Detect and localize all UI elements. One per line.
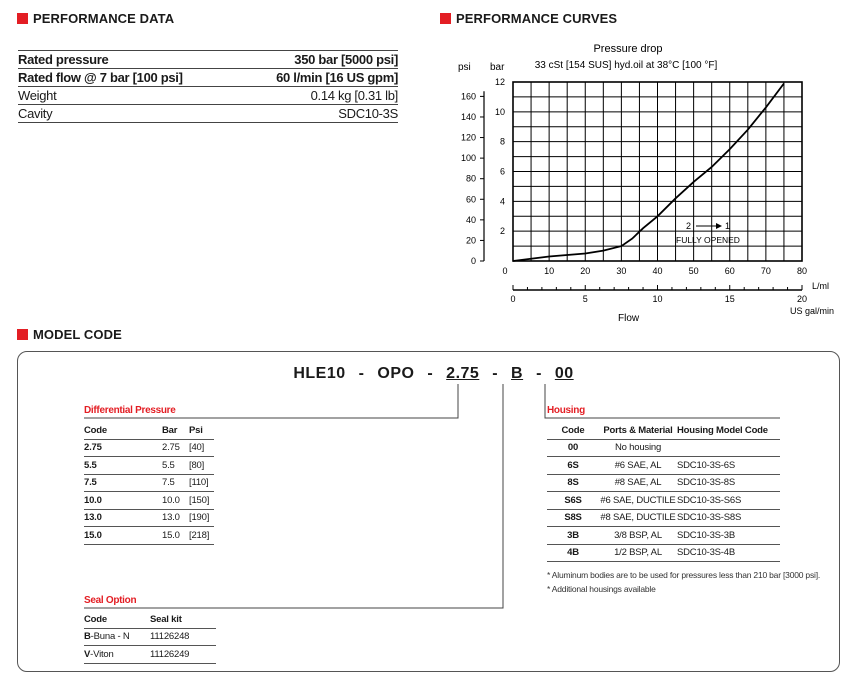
- table-row: S8S #8 SAE, DUCTILE SDC10-3S-S8S: [547, 509, 780, 527]
- table-row: 8S #8 SAE, AL SDC10-3S-8S: [547, 474, 780, 492]
- x-unit-lpm: L/ml: [812, 281, 830, 291]
- table-row: 7.5 7.5 [110]: [84, 474, 214, 492]
- tick-label-lpm: 40: [652, 266, 663, 276]
- tick-label-gpm: 10: [652, 294, 663, 304]
- tick-label-bar: 2: [499, 226, 505, 237]
- table-header-row: Code Bar Psi: [84, 422, 214, 439]
- tick-label-bar: 4: [499, 196, 505, 207]
- performance-curves-title: PERFORMANCE CURVES: [440, 11, 617, 26]
- housing-table: [547, 422, 780, 562]
- table-row: B-Buna - N 11126248: [84, 628, 216, 646]
- annotation-text: FULLY OPENED: [676, 235, 740, 245]
- pd-row: Weight 0.14 kg [0.31 lb]: [18, 88, 398, 103]
- tick-label-lpm: 0: [502, 266, 508, 276]
- table-row: 2.75 2.75 [40]: [84, 439, 214, 457]
- tick-label-lpm: 70: [760, 266, 771, 276]
- differential-pressure-title: Differential Pressure: [84, 405, 176, 416]
- tick-label-psi: 60: [465, 194, 476, 205]
- tick-label-lpm: 80: [796, 266, 808, 276]
- tick-label-psi: 0: [470, 256, 476, 266]
- tick-label-lpm: 10: [544, 266, 555, 276]
- table-row: 13.0 13.0 [190]: [84, 509, 214, 527]
- tick-label-psi: 120: [460, 132, 476, 143]
- table-row: 6S #6 SAE, AL SDC10-3S-6S: [547, 457, 780, 475]
- tick-label-bar: 10: [494, 106, 505, 117]
- annotation-from: 2: [686, 221, 692, 231]
- chart-title: Pressure drop: [593, 43, 663, 55]
- table-row: 5.5 5.5 [80]: [84, 457, 214, 475]
- pd-row: Rated flow @ 7 bar [100 psi] 60 l/min [16 US gpm]: [18, 70, 398, 85]
- tick-label-lpm: 20: [580, 266, 591, 276]
- table-row: 15.0 15.0 [218]: [84, 527, 214, 545]
- housing-note: * Aluminum bodies are to be used for pressures less than 210 bar [3000 psi].: [547, 570, 821, 580]
- housing-note: * Additional housings available: [547, 584, 656, 594]
- table-row: V-Viton 11126249: [84, 646, 216, 664]
- pd-row: Rated pressure 350 bar [5000 psi]: [18, 52, 398, 67]
- y-label-psi: psi: [458, 62, 471, 73]
- table-header-row: Code Ports & Material Housing Model Code: [547, 422, 780, 439]
- table-header-row: Code Seal kit: [84, 611, 216, 628]
- tick-label-psi: 140: [460, 111, 476, 122]
- tick-label-psi: 160: [460, 91, 476, 102]
- chart-subtitle: 33 cSt [154 SUS] hyd.oil at 38°C [100 °F]: [534, 60, 718, 71]
- model-code-title: MODEL CODE: [17, 327, 122, 342]
- model-code-string: HLE10 - OPO - 2.75 - B - 00: [293, 365, 574, 382]
- tick-label-lpm: 30: [616, 266, 627, 276]
- tick-label-bar: 6: [499, 166, 505, 177]
- tick-label-gpm: 15: [724, 294, 735, 304]
- tick-label-bar: 8: [499, 136, 505, 147]
- performance-data-title: PERFORMANCE DATA: [17, 11, 174, 26]
- tick-label-lpm: 60: [724, 266, 735, 276]
- seal-option-table: [84, 611, 216, 664]
- seal-option-title: Seal Option: [84, 595, 137, 606]
- tick-label-bar: 12: [494, 77, 505, 87]
- tick-label-psi: 20: [465, 235, 476, 246]
- x-unit-gpm: US gal/min: [790, 306, 835, 316]
- tick-label-psi: 40: [465, 214, 476, 225]
- tick-label-lpm: 50: [688, 266, 699, 276]
- y-label-bar: bar: [490, 62, 505, 73]
- table-row: 4B 1/2 BSP, AL SDC10-3S-4B: [547, 544, 780, 562]
- table-row: 10.0 10.0 [150]: [84, 492, 214, 510]
- tick-label-gpm: 5: [582, 294, 588, 304]
- differential-pressure-table: [84, 422, 214, 545]
- annotation-to: 1: [725, 221, 731, 231]
- pd-row: Cavity SDC10-3S: [18, 106, 398, 121]
- table-row: 3B 3/8 BSP, AL SDC10-3S-3B: [547, 527, 780, 545]
- tick-label-psi: 80: [465, 173, 476, 184]
- tick-label-psi: 100: [460, 153, 476, 164]
- table-row: S6S #6 SAE, DUCTILE SDC10-3S-S6S: [547, 492, 780, 510]
- housing-title: Housing: [547, 405, 585, 416]
- tick-label-gpm: 0: [510, 294, 516, 304]
- x-axis-label: Flow: [618, 313, 640, 324]
- tick-label-gpm: 20: [796, 294, 808, 304]
- table-row: 00 No housing: [547, 439, 780, 457]
